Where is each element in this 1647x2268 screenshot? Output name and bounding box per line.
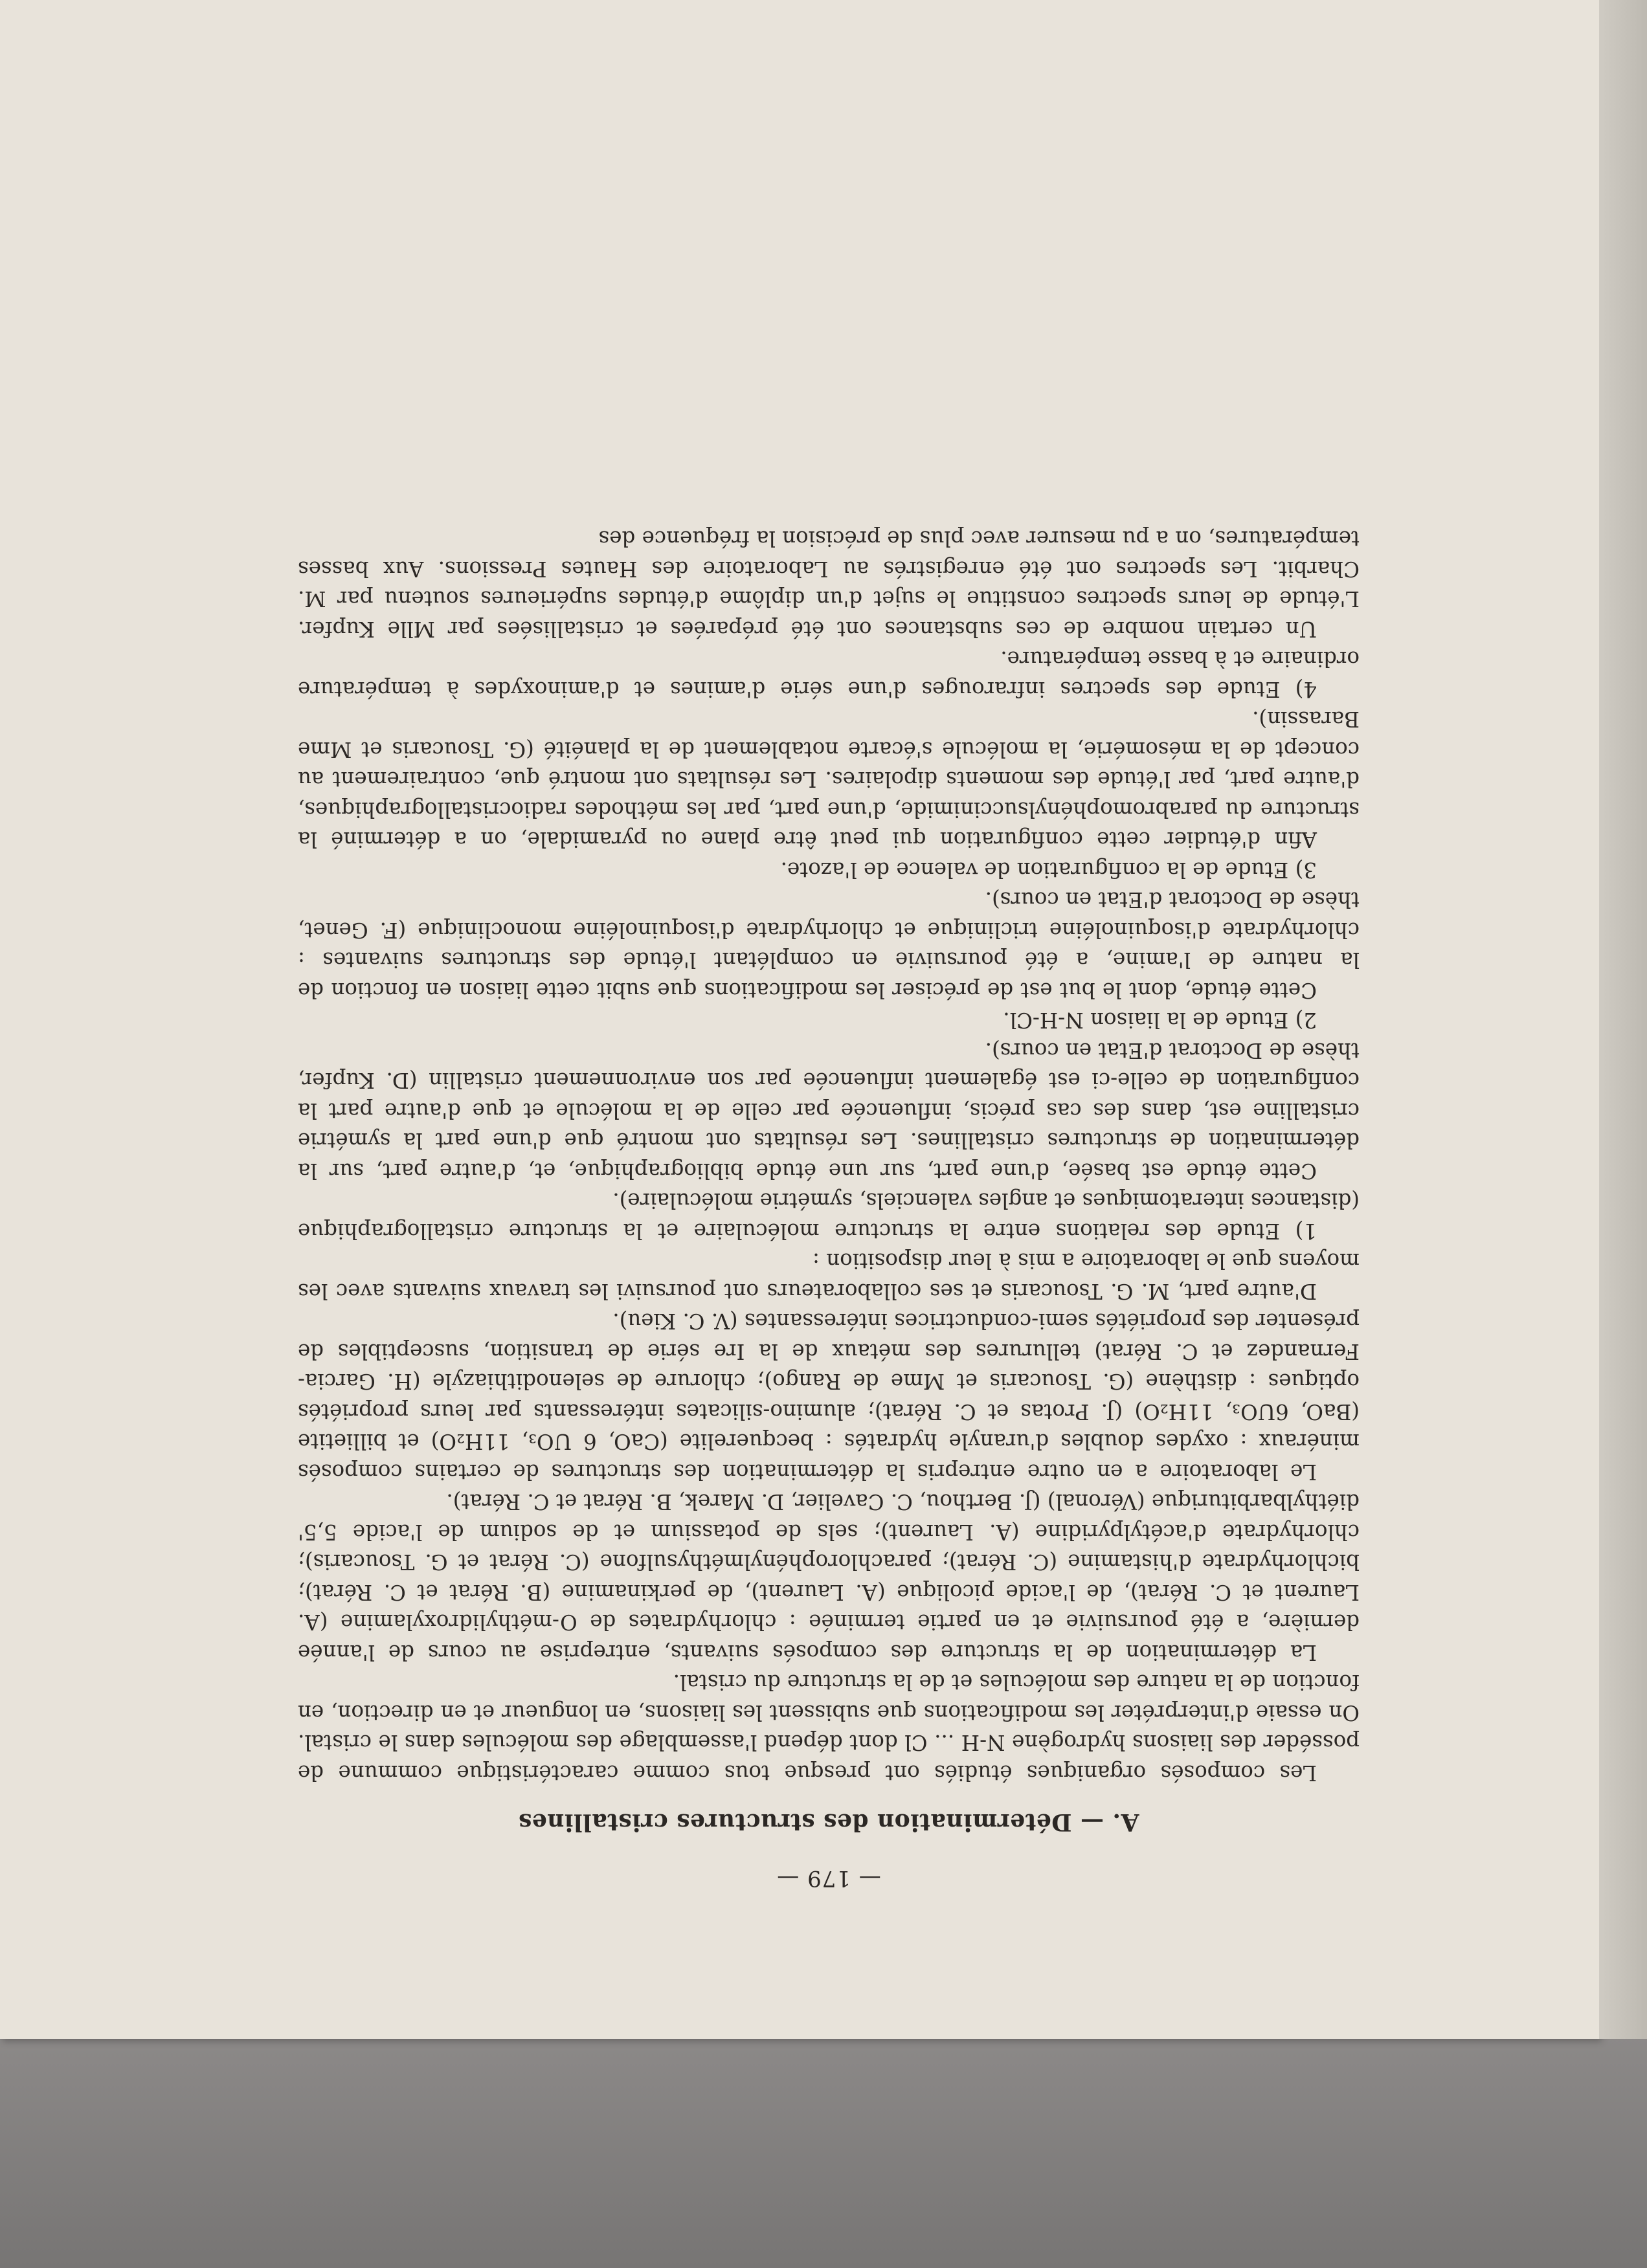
paragraph-item-3-body: Afin d'étudier cette configuration qui peut être plane ou pyramidale, on a déterminé la structure du parabromophénylsuccinimide, d'une part, par les méthodes radiocristallographiques, d'autre part, par l'étude des moments dipolaires. Les résultats ont montré que, contrairement au concept de la mésomérie, la molécule s'écarte notablement de la planéité (G. Tsoucaris et Mme Barassin). [298,707,1360,852]
paragraph-intro: Les composés organiques étudiés ont presque tous comme caractéristique commune de posséder des liaisons hydrogène N-H ... Cl dont dépend l'assemblage des molécules dans le cristal. On essaie d'interpréter les modifications que subissent les liaisons, en longueur et en direction, en fonction de la nature des molécules et de la structure du cristal. [298,1670,1360,1785]
paragraph-compounds: La détermination de la structure des composés suivants, entreprise au cours de l'année dernière, a été poursuivie et en partie terminée : chlorhydrates de O-méthylidroxylamine (A. Laurent et C. Rérat), de l'acide picolique (A. Laurent), de perkinamine (B. Rérat et C. Rérat); bichlorhydrate d'histamine (C. Rérat); parachlorophénylméthysulfone (C. Rérat et G. Tsoucaris); chlorhydrate d'acétylpyridine (A. Laurent); sels de potassium et de sodium de l'acide 5,5' diéthylbarbiturique (Véronal) (J. Berthou, C. Cavelier, D. Marek, B. Rérat et C. Rérat). [298,1489,1360,1665]
paragraph-item-4-heading: 4) Etude des spectres infrarouges d'une série d'amines et d'aminoxydes à température ordinaire et à basse température. [298,647,1360,702]
paragraph-item-1-heading: 1) Etude des relations entre la structure moléculaire et la structure cristallographique (distances interatomiques et angles valenciels, symétrie moléculaire). [298,1188,1360,1243]
paragraph-item-2-body: Cette étude, dont le but est de préciser les modifications que subit cette liaison en fonction de la nature de l'amine, a été poursuivie en complétant l'étude des structures suivantes : chlorhydrate d'isoquinoléine triclinique et chlorhydrate d'isoquinoléine monoclinique (F. Genet, thèse de Doctorat d'Etat en cours). [298,887,1360,1003]
section-title: A. — Détermination des structures cristallines [518,1808,1139,1836]
page-number: — 179 — [776,1865,881,1891]
paragraph-item-4-body: Un certain nombre de ces substances ont été préparées et cristallisées par Mlle Kupfer. L'étude de leurs spectres constitue le sujet d'un diplôme d'études supérieures soutenu par M. Charbit. Les spectres ont été enregistrés au Laboratoire des Hautes Pressions. Aux basses températures, on a pu mesurer avec plus de précision la fréquence des [298,526,1360,641]
paragraph-minerals: Le laboratoire a en outre entrepris la détermination des structures de certains composés minéraux : oxydes doubles d'uranyle hydratés : becquerelite (CaO, 6 UO₃, 11H₂O) et billietite (BaO, 6UO₃, 11H₂O) (J. Protas et C. Rérat); alumino-silicates intéressants par leurs propriétés optiques : disthène (G. Tsoucaris et Mme de Rango); chlorure de selenodithiazyle (H. Garcia-Fernandez et C. Rérat) tellurures des métaux de la Ire série de transition, susceptibles de présenter des propriétés semi-conductrices intéressantes (V. C. Kieu). [298,1309,1360,1484]
paragraph-item-2-heading: 2) Etude de la liaison N-H-Cl. [1003,1008,1317,1033]
page-content [298,524,1360,1893]
paragraph-item-1-body: Cette étude est basée, d'une part, sur une étude bibliographique, et, d'autre part, sur la détermination de structures cristallines. Les résultats ont montré que d'une part la symétrie cristalline est, dans des cas précis, influencée par celle de la molécule et que d'autre part la configuration de celle-ci est également influencée par son environnement cristallin (D. Kupfer, thèse de Doctorat d'Etat en cours). [298,1038,1360,1183]
paragraph-tsoucaris: D'autre part, M. G. Tsoucaris et ses collaborateurs ont poursuivi les travaux suivants avec les moyens que le laboratoire a mis à leur disposition : [298,1249,1360,1304]
page-edge [1599,0,1647,2039]
paragraph-item-3-heading: 3) Etude de la configuration de valence de l'azote. [780,858,1317,882]
